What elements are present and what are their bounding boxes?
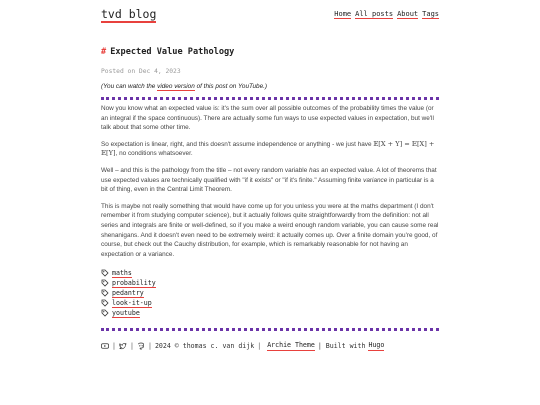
twitter-icon[interactable] xyxy=(119,342,127,350)
tag-link-look-it-up[interactable]: look-it-up xyxy=(112,298,152,307)
post-date: Posted on Dec 4, 2023 xyxy=(101,68,181,75)
paragraph-2 xyxy=(101,140,439,159)
tag-icon xyxy=(101,309,109,317)
content-divider-top xyxy=(101,97,439,100)
tag-item xyxy=(101,278,439,288)
main-nav xyxy=(330,9,439,19)
linearity-formula: 𝔼[X + Y] = 𝔼[X] + 𝔼[Y] xyxy=(101,139,435,158)
footer-separator: | xyxy=(129,341,134,350)
footer-separator: | xyxy=(112,341,116,350)
paragraph-4: This is maybe not really something that would have come up for you unless you were at the maths department (I don't remember it from studying computer science), but it actually follows quite straightforwardly from the definition: not all series and integrals are finite or well-defined, so if you make a weird enough random variable, you can cause some real shenanigans. And it doesn't even need to be extremely weird: it actually comes up. Over a finite domain you're good, of course, but check out the Cauchy distribution, for example, which is remarkably reasonable for not having an expectation or a variance. xyxy=(101,202,439,258)
title-hash: # xyxy=(101,47,107,57)
emphasis-variance: variance xyxy=(363,176,388,184)
post-title xyxy=(101,46,439,58)
video-note-prefix: (You can watch the xyxy=(101,83,158,90)
footer-copyright: 2024 © thomas c. van dijk xyxy=(154,341,255,350)
tag-item xyxy=(101,268,439,278)
tag-list xyxy=(101,268,439,318)
nav-home-link[interactable]: Home xyxy=(334,10,352,18)
hugo-link[interactable]: Hugo xyxy=(368,341,385,350)
nav-about-link[interactable]: About xyxy=(397,10,419,18)
video-note-suffix: of this post on YouTube.) xyxy=(194,83,268,90)
paragraph-1: Now you know what an expected value is: it's the sum over all possible outcomes of the probability times the value (or an integral if the space continuous). There are actually some fun ways to use expected values in expectation, but we'll talk about that some other time. xyxy=(101,105,434,132)
mastodon-icon[interactable] xyxy=(137,342,145,350)
tag-icon xyxy=(101,279,109,287)
video-version-link[interactable]: video version xyxy=(157,83,195,90)
tag-link-probability[interactable]: probability xyxy=(112,278,156,287)
video-note xyxy=(101,82,439,91)
site-footer xyxy=(101,340,439,351)
paragraph-3-text-c: in particular is a bit of thing, even in the Central Limit Theorem. xyxy=(101,176,434,194)
paragraph-3-text-a: Well – and this is the pathology from the title – not every random variable xyxy=(101,166,310,174)
paragraph-2-text-a: So expectation is linear, right, and this doesn't assume independence or anything - we just have xyxy=(101,140,374,148)
tag-item xyxy=(101,288,439,298)
tag-link-youtube[interactable]: youtube xyxy=(112,308,140,317)
paragraph-3 xyxy=(101,166,439,195)
youtube-icon[interactable] xyxy=(101,342,109,350)
site-title-link[interactable]: tvd blog xyxy=(101,7,157,21)
nav-all-posts-link[interactable]: All posts xyxy=(355,10,394,18)
footer-separator: | xyxy=(147,341,152,350)
tag-icon xyxy=(101,269,109,277)
emphasis-has: has xyxy=(309,166,320,174)
tag-item xyxy=(101,298,439,308)
archie-theme-link[interactable]: Archie Theme xyxy=(267,341,315,350)
post-title-text: Expected Value Pathology xyxy=(110,47,235,57)
tag-link-maths[interactable]: maths xyxy=(112,268,132,277)
tag-icon xyxy=(101,289,109,297)
paragraph-2-text-b: , no conditions whatsoever. xyxy=(115,150,193,158)
footer-built-with: | Built with xyxy=(317,341,366,350)
site-header xyxy=(101,7,439,33)
content-divider-bottom xyxy=(101,328,439,331)
tag-item xyxy=(101,308,439,318)
footer-separator: | xyxy=(257,341,262,350)
tag-icon xyxy=(101,299,109,307)
paragraph-3-text-b: an expected value. A lot of theorems that use expected values are technically qualified with "if it exists" or "if it's finite." Assuming finite xyxy=(101,166,437,184)
nav-tags-link[interactable]: Tags xyxy=(422,10,439,18)
tag-link-pedantry[interactable]: pedantry xyxy=(112,288,144,297)
